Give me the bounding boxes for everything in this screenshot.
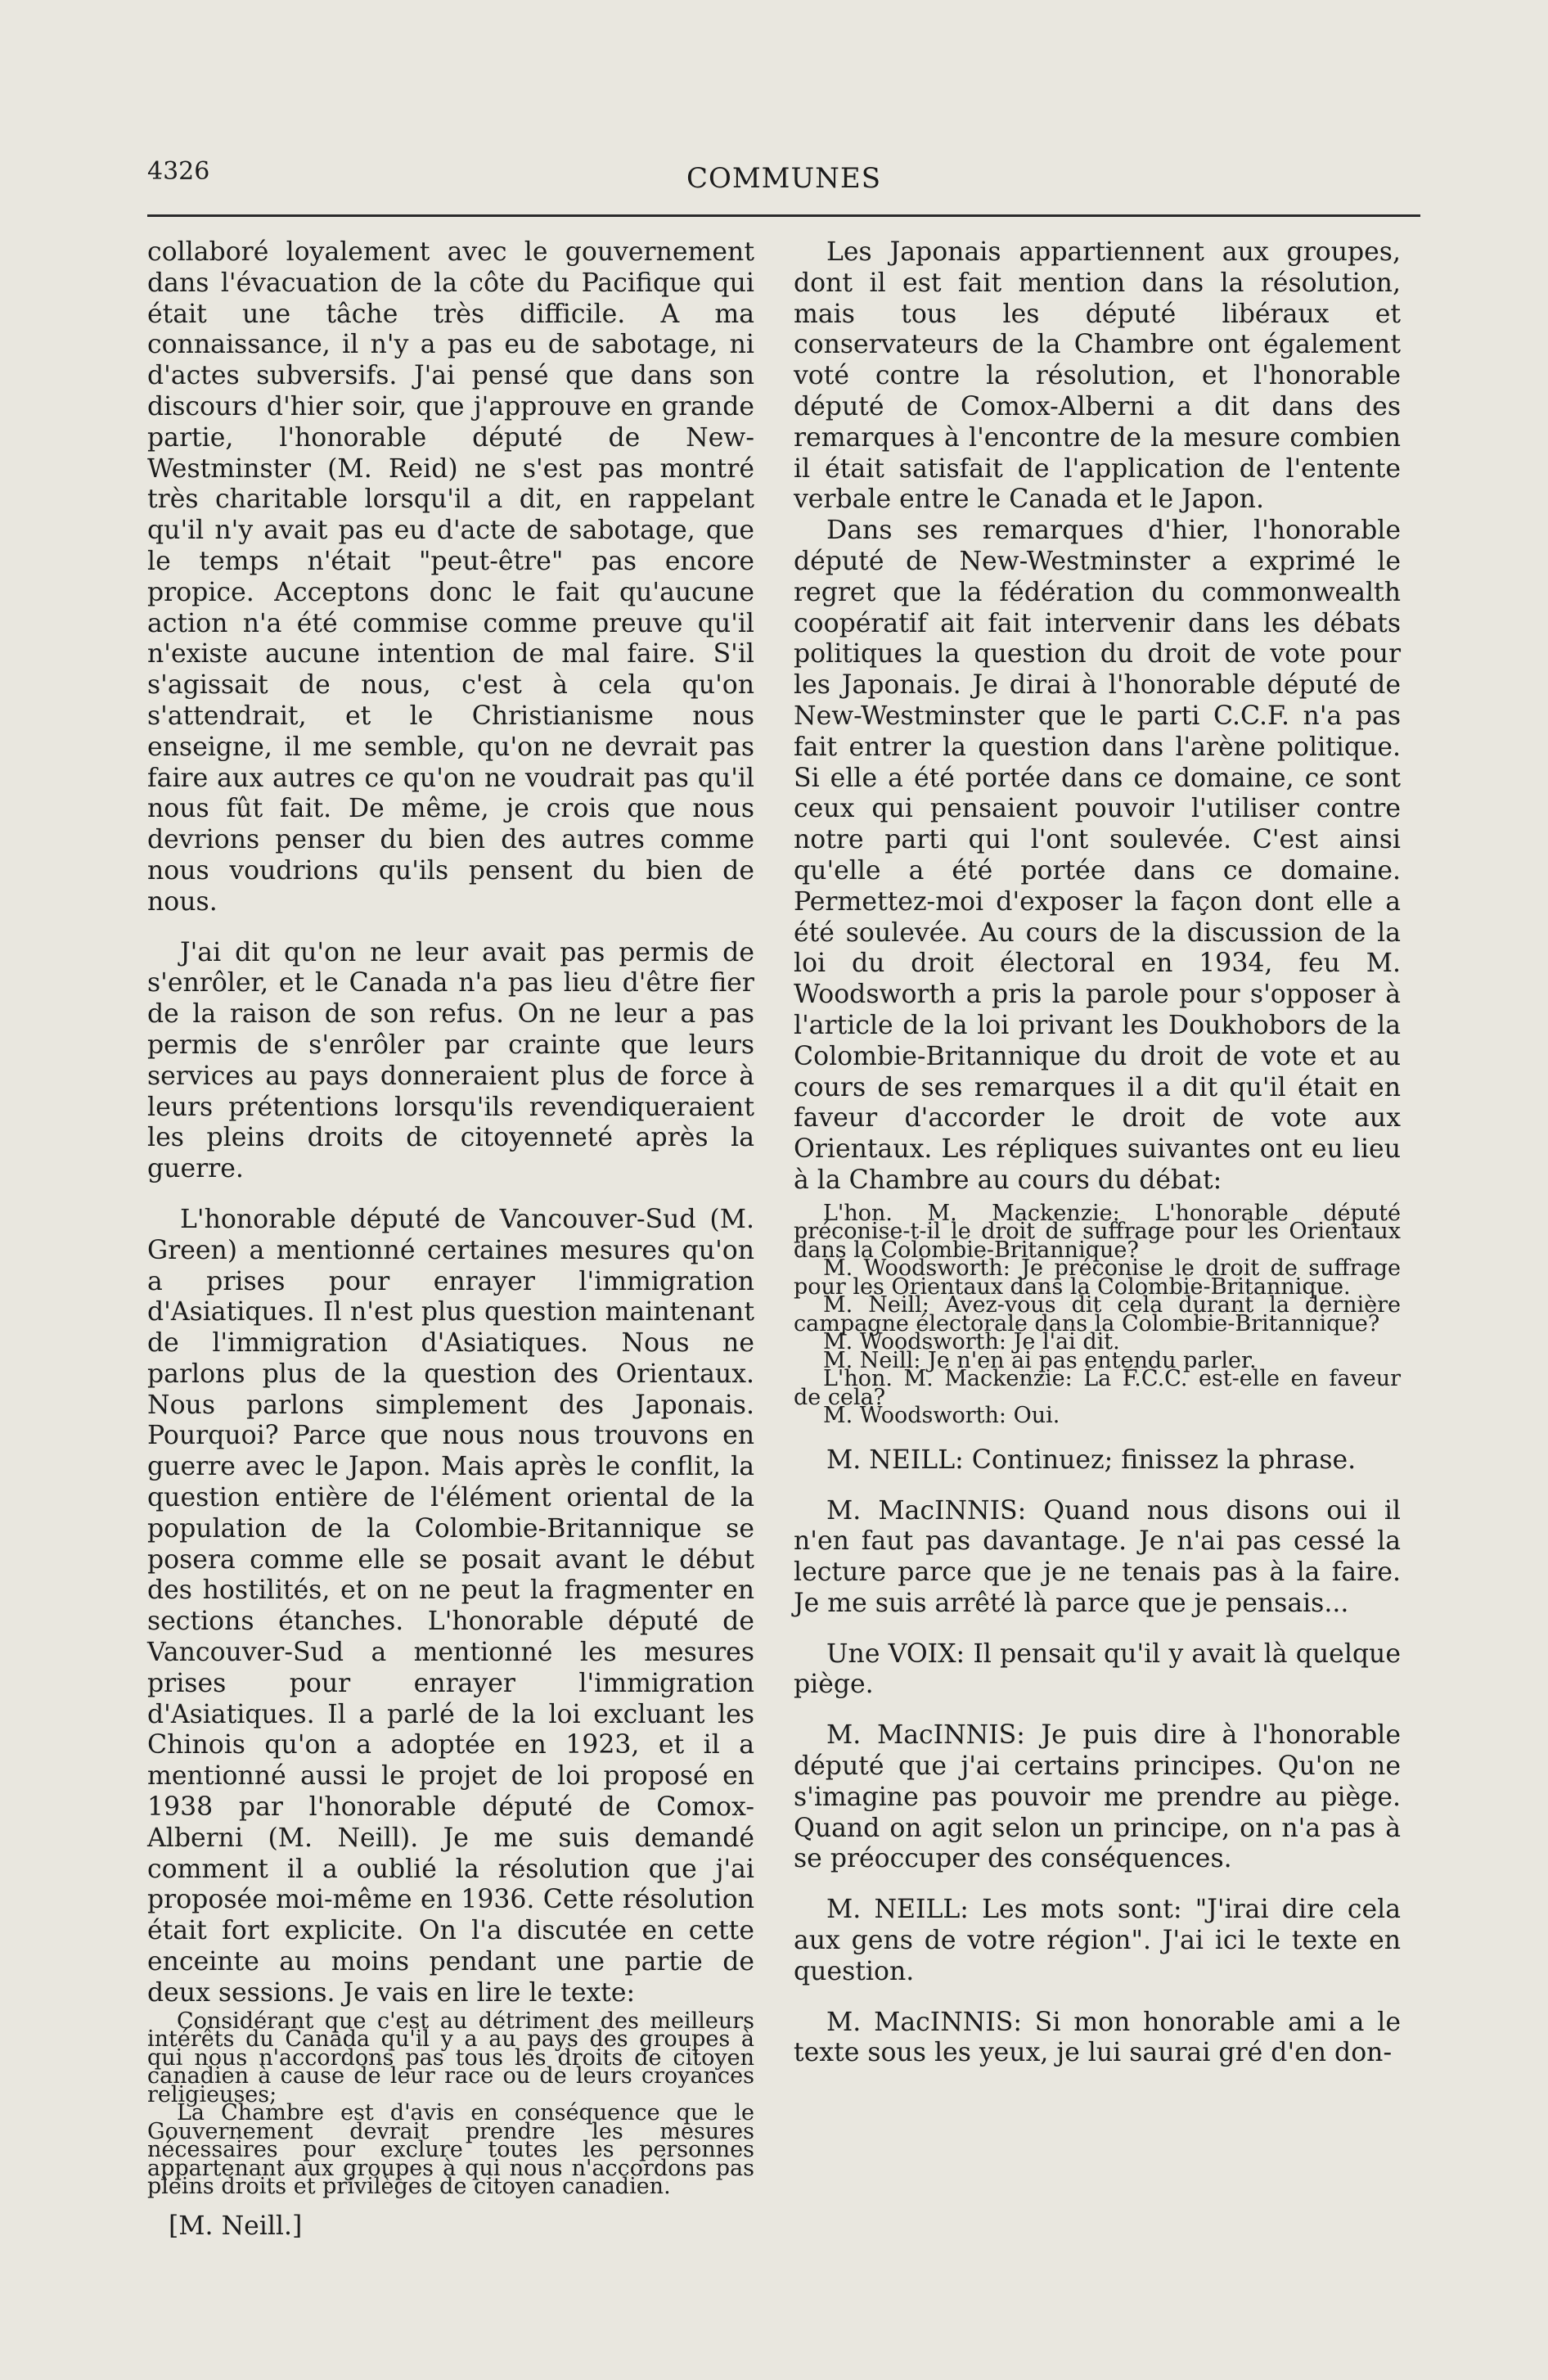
paragraph: M. NEILL: Les mots sont: "J'irai dire cela aux gens de votre région". J'ai ici le texte en question.	[794, 1895, 1401, 1986]
paragraph: M. MacINNIS: Si mon honorable ami a le texte sous les yeux, je lui saurai gré d'en don-	[794, 2007, 1401, 2068]
header-rule	[147, 214, 1420, 217]
paragraph: collaboré loyalement avec le gouvernement dans l'évacuation de la côte du Pacifique qui était une tâche très difficile. A ma connaissance, il n'y a pas eu de sabotage, ni d'actes subversifs. J'ai pensé que dans son discours d'hier soir, que j'approuve en grande partie, l'honorable député de New-Westminster (M. Reid) ne s'est pas montré très charitable lorsqu'il a dit, en rappelant qu'il n'y avait pas eu d'acte de sabotage, que le temps n'était "peut-être" pas encore propice. Acceptons donc le fait qu'aucune action n'a été commise comme preuve qu'il n'existe aucune intention de mal faire. S'il s'agissait de nous, c'est à cela qu'on s'attendrait, et le Christianisme nous enseigne, il me semble, qu'on ne devrait pas faire aux autres ce qu'on ne voudrait pas qu'il nous fût fait. De même, je crois que nous devrions penser du bien des autres comme nous voudrions qu'ils pensent du bien de nous.	[147, 237, 754, 917]
paragraph: Les Japonais appartiennent aux groupes, dont il est fait mention dans la résolution, mais tous les député libéraux et conservateurs de la Chambre ont également voté contre la résolution, et l'honorable député de Comox-Alberni a dit dans des remarques à l'encontre de la mesure combien il était satisfait de l'application de l'entente verbale entre le Canada et le Japon.	[794, 237, 1401, 515]
running-head: COMMUNES	[686, 162, 882, 195]
paragraph: J'ai dit qu'on ne leur avait pas permis de s'enrôler, et le Canada n'a pas lieu d'être fier de la raison de son refus. On ne leur a pas permis de s'enrôler par crainte que leurs services au pays donneraient plus de force à leurs prétentions lorsqu'ils revendiqueraient les pleins droits de citoyenneté après la guerre.	[147, 937, 754, 1184]
quote-paragraph: La Chambre est d'avis en conséquence que le Gouvernement devrait prendre les mesures nécessaires pour exclure toutes les personnes appartenant aux groupes à qui nous n'accordons pas pleins droits et privilèges de citoyen canadien.	[147, 2100, 754, 2200]
quote-paragraph: M. Woodsworth: Je l'ai dit.	[823, 1329, 1120, 1355]
page-number: 4326	[147, 157, 210, 186]
paragraph: M. NEILL: Continuez; finissez la phrase.	[826, 1445, 1357, 1475]
quote-paragraph: M. Neill: Avez-vous dit cela durant la dernière campagne électorale dans la Colombie-Britannique?	[794, 1292, 1401, 1336]
quoted-resolution	[147, 2008, 754, 2200]
paragraph: M. MacINNIS: Je puis dire à l'honorable député que j'ai certains principes. Qu'on ne s'imagine pas pouvoir me prendre au piège. Quand on agit selon un principe, on n'a pas à se préoccuper des conséquences.	[794, 1720, 1401, 1874]
quote-paragraph: M. Woodsworth: Oui.	[823, 1403, 1060, 1429]
quote-paragraph: Considérant que c'est au détriment des meilleurs intérêts du Canada qu'il y a au pays des groupes à qui nous n'accordons pas tous les droits de citoyen canadien à cause de leur race ou de leurs croyances religieuses;	[147, 2008, 754, 2107]
quote-paragraph: L'hon. M. Mackenzie: L'honorable député préconise-t-il le droit de suffrage pour les Orientaux dans la Colombie-Britannique?	[794, 1200, 1401, 1263]
left-column	[147, 237, 754, 2242]
quoted-exchange	[794, 1200, 1401, 1429]
paragraph: Dans ses remarques d'hier, l'honorable député de New-Westminster a exprimé le regret que la fédération du commonwealth coopératif ait fait intervenir dans les débats politiques la question du droit de vote pour les Japonais. Je dirai à l'honorable député de New-Westminster que le parti C.C.F. n'a pas fait entrer la question dans l'arène politique. Si elle a été portée dans ce domaine, ce sont ceux qui pensaient pouvoir l'utiliser contre notre parti qui l'ont soulevée. C'est ainsi qu'elle a été portée dans ce domaine. Permettez-moi d'exposer la façon dont elle a été soulevée. Au cours de la discussion de la loi du droit électoral en 1934, feu M. Woodsworth a pris la parole pour s'opposer à l'article de la loi privant les Doukhobors de la Colombie-Britannique du droit de vote et au cours de ses remarques il a dit qu'il était en faveur d'accorder le droit de vote aux Orientaux. Les répliques suivantes ont eu lieu à la Chambre au cours du débat:	[794, 516, 1401, 1195]
quote-paragraph: M. Neill: Je n'en ai pas entendu parler.	[823, 1347, 1257, 1373]
signature: [M. Neill.]	[169, 2211, 303, 2241]
quote-paragraph: M. Woodsworth: Je préconise le droit de suffrage pour les Orientaux dans la Colombie-Britannique.	[794, 1255, 1401, 1300]
quote-paragraph: L'hon. M. Mackenzie: La F.C.C. est-elle en faveur de cela?	[794, 1366, 1401, 1410]
paragraph: M. MacINNIS: Quand nous disons oui il n'en faut pas davantage. Je n'ai pas cessé la lecture parce que je ne tenais pas à la faire. Je me suis arrêté là parce que je pensais...	[794, 1495, 1401, 1618]
right-column	[794, 237, 1401, 2069]
paragraph: L'honorable député de Vancouver-Sud (M. Green) a mentionné certaines mesures qu'on a prises pour enrayer l'immigration d'Asiatiques. Il n'est plus question maintenant de l'immigration d'Asiatiques. Nous ne parlons plus de la question des Orientaux. Nous parlons simplement des Japonais. Pourquoi? Parce que nous nous trouvons en guerre avec le Japon. Mais après le conflit, la question entière de l'élément oriental de la population de la Colombie-Britannique se posera comme elle se posait avant le début des hostilités, et on ne peut la fragmenter en sections étanches. L'honorable député de Vancouver-Sud a mentionné les mesures prises pour enrayer l'immigration d'Asiatiques. Il a parlé de la loi excluant les Chinois qu'on a adoptée en 1923, et il a mentionné aussi le projet de loi proposé en 1938 par l'honorable député de Comox-Alberni (M. Neill). Je me suis demandé comment il a oublié la résolution que j'ai proposée moi-même en 1936. Cette résolution était fort explicite. On l'a discutée en cette enceinte au moins pendant une partie de deux sessions. Je vais en lire le texte:	[147, 1204, 754, 2008]
paragraph: Une VOIX: Il pensait qu'il y avait là quelque piège.	[794, 1639, 1401, 1700]
page-header	[147, 157, 1420, 206]
